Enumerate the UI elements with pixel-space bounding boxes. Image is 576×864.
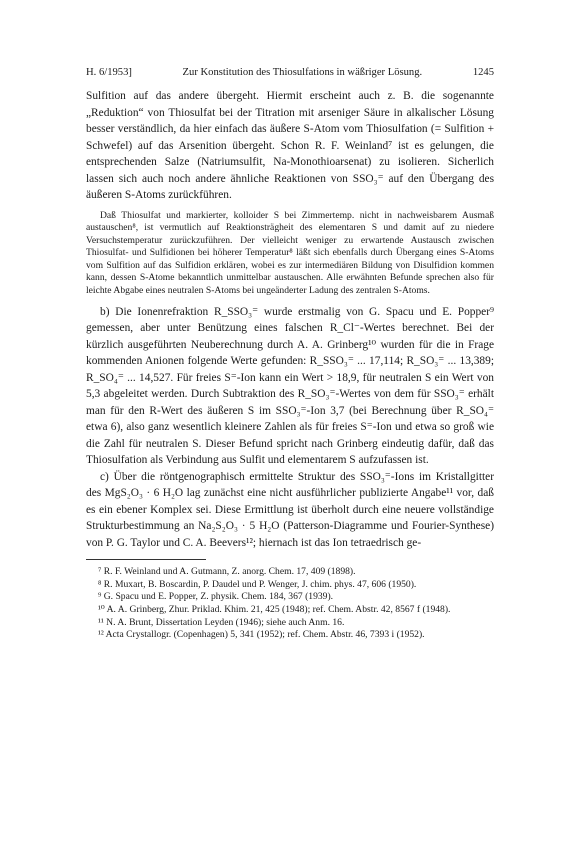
footnote-12: ¹² Acta Crystallogr. (Copenhagen) 5, 341 (1952); ref. Chem. Abstr. 46, 7393 i (1952). [98,629,425,641]
footnote-11: ¹¹ N. A. Brunt, Dissertation Leyden (1946); siehe auch Anm. 16. [98,616,345,628]
footnote-rule [86,559,206,560]
page-number: 1245 [472,67,494,78]
paragraph-sulfition: Sulfition auf das andere übergeht. Hiermit erscheint auch z. B. die sogenannte „Reduktion“ von Thiosulfat bei der Titration mit arseniger Säure in alkalischer Lösung besser verständlich, da hier einfach das äußere S-Atom vom Thiosulfation (= Sulfition + Schwefel) auf das Arsenition übergeht. Schon R. F. Weinland⁷ ist es gelungen, die entsprechenden Salze (Natriumsulfit, Na-Monothioarsenat) zu isolieren. Sicherlich lassen sich auch noch andere ähnliche Reaktionen von SSO₃⁼ auf den Übergang des äußeren S-Atoms zurückführen. [86,90,494,201]
header-title: Zur Konstitution des Thiosulfations in wäßriger Lösung. [182,67,423,78]
footnote-8: ⁸ R. Muxart, B. Boscardin, P. Daudel und P. Wenger, J. chim. phys. 47, 606 (1950). [98,578,417,590]
paragraph-small-print: Daß Thiosulfat und markierter, kolloider S bei Zimmertemp. nicht in nachweisbarem Ausmaß austauschen⁸, ist vermutlich auf Reaktionsträgheit des elementaren S und damit auf zu niedere Versuchstemperatur zurückzuführen. Der vielleicht weniger zu erwartende Austausch zwischen Thiosulfat- und Sulfidionen bei höherer Temperatur⁸ läßt sich ebenfalls durch Übergang eines S-Atoms vom Sulfition auf das Sulfidion erklären, wobei es zur intermediären Bildung von Disulfidion kommen kann, dessen S-Atome bekanntlich unmittelbar austauschen. Alle erwähnten Befunde sprechen also für leichte Abgabe eines neutralen S-Atoms bei ungeänderter Ladung des zentralen S-Atoms. [86,209,494,297]
footnotes [86,566,494,642]
running-header [86,66,494,88]
paragraph-struktur: c) Über die röntgenographisch ermittelte Struktur des SSO₃⁼-Ions im Kristallgitter des MgS₂O₃ · 6 H₂O lag zunächst eine nicht ausführlicher publizierte Angabe¹¹ vor, daß es ein ebener Komplex sei. Diese Ermittlung ist überholt durch eine neuere vollständige Strukturbestimmung an Na₂S₂O₃ · 5 H₂O (Patterson-Diagramme und Fourier-Synthese) von P. G. Taylor und C. A. Beevers¹²; hiernach ist das Ion tetraedrisch ge- [86,470,494,549]
footnote-7: ⁷ R. F. Weinland und A. Gutmann, Z. anorg. Chem. 17, 409 (1898). [98,566,356,578]
footnote-10: ¹⁰ A. A. Grinberg, Zhur. Priklad. Khim. 21, 425 (1948); ref. Chem. Abstr. 42, 8567 f (1948). [98,603,451,615]
page [86,66,494,642]
footnote-9: ⁹ G. Spacu und E. Popper, Z. physik. Chem. 184, 367 (1939). [98,591,334,603]
paragraph-ionenrefraktion: b) Die Ionenrefraktion R_SSO₃⁼ wurde erstmalig von G. Spacu und E. Popper⁹ gemessen, aber unter Benützung eines falschen R_Cl⁻-Wertes berechnet. Bei der kürzlich ausgeführten Neuberechnung durch A. A. Grinberg¹⁰ wurden für die in Frage kommenden Anionen folgende Werte gefunden: R_SSO₃⁼ ... 17,114; R_SO₃⁼ ... 13,389; R_SO₄⁼ ... 14,527. Für freies S⁼-Ion kann ein Wert > 18,9, für neutralen S ein Wert von 5,3 abgeleitet werden. Durch Subtraktion des R_SO₃⁼-Wertes von dem für SSO₃⁼ erhält man für den R-Wert des äußeren S im SSO₃⁼-Ion 3,7 (bei Berechnung über R_SO₄⁼ etwa 6), also ganz wesentlich kleinere Zahlen als für freies S⁼-Ion und etwa so groß wie die Zahl für neutralen S. Dieser Befund spricht nach Grinberg eindeutig dafür, daß das Thiosulfation als Verbindung aus Sulfit und elementarem S aufzufassen ist. [86,305,494,467]
header-journal: H. 6/1953] [86,67,132,78]
